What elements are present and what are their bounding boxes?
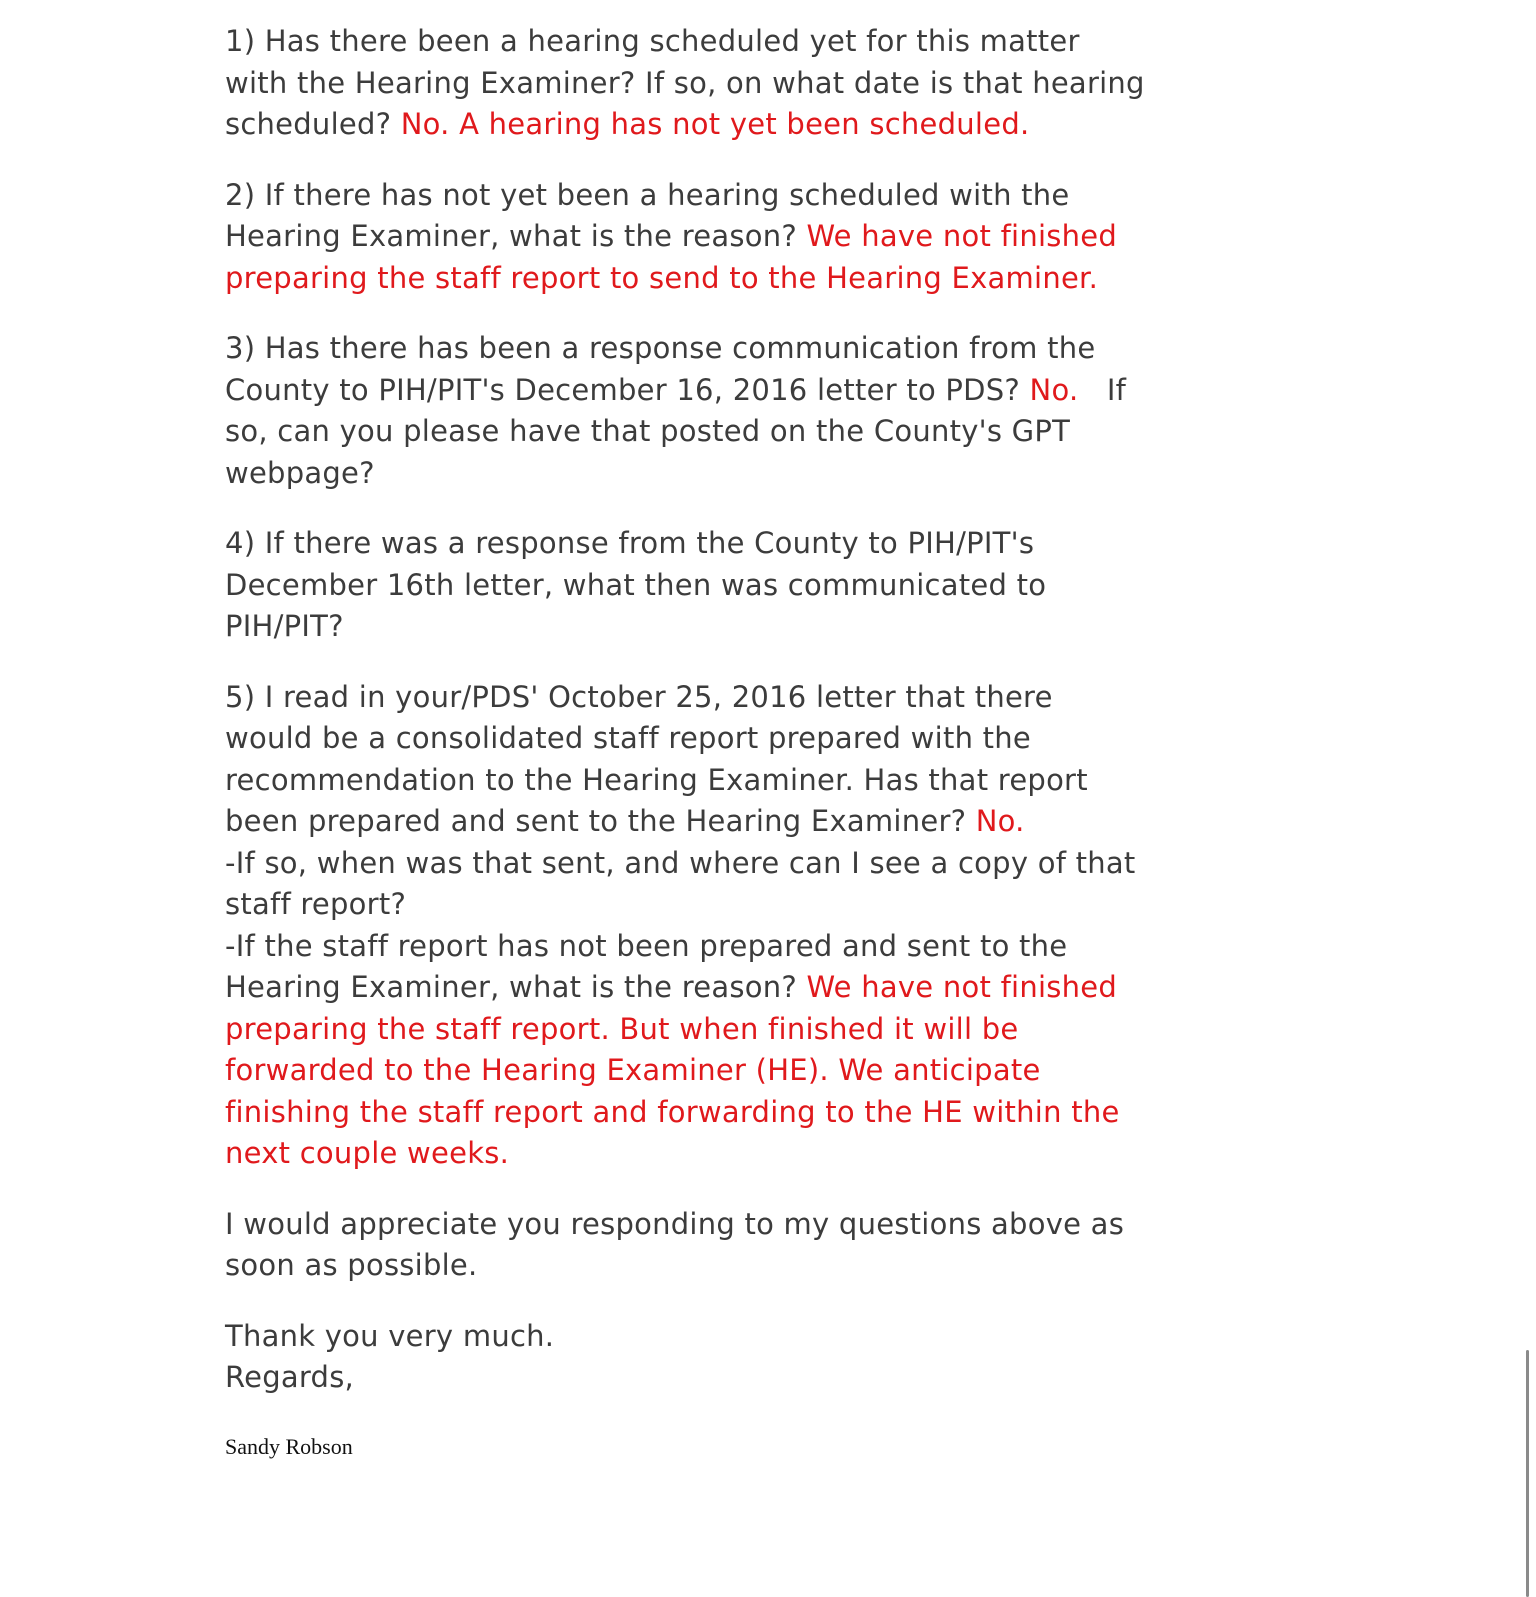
- question-1: [225, 21, 1225, 146]
- scrollbar-thumb[interactable]: [1526, 1350, 1529, 1597]
- question-4: [225, 523, 1225, 648]
- regards-line: Regards,: [225, 1360, 355, 1394]
- closing-request-line-2: soon as possible.: [225, 1248, 478, 1282]
- question-5-text: been prepared and sent to the Hearing Examiner?: [225, 804, 976, 838]
- closing-request-line-1: I would appreciate you responding to my questions above as: [225, 1206, 1125, 1241]
- question-4-line-2: December 16th letter, what then was communicated to: [225, 567, 1047, 602]
- question-1-text: scheduled?: [225, 107, 401, 141]
- answer-5a: No.: [975, 804, 1025, 838]
- question-5: [225, 677, 1225, 1175]
- signature-name: Sandy Robson: [225, 1434, 353, 1459]
- question-3: [225, 328, 1225, 494]
- question-3-continuation: If: [1078, 372, 1127, 407]
- question-5-line-1: 5) I read in your/PDS' October 25, 2016 letter that there: [225, 679, 1053, 714]
- question-1-line-2: with the Hearing Examiner? If so, on what date is that hearing: [225, 65, 1145, 100]
- answer-5b-part-4: finishing the staff report and forwarding to the HE within the: [225, 1094, 1120, 1129]
- question-1-line-3: [225, 104, 1225, 146]
- question-2-text: Hearing Examiner, what is the reason?: [225, 219, 807, 253]
- answer-5b-part-2: preparing the staff report. But when finished it will be: [225, 1011, 1019, 1046]
- question-2-line-1: 2) If there has not yet been a hearing scheduled with the: [225, 177, 1070, 212]
- question-5-line-2: would be a consolidated staff report prepared with the: [225, 721, 1032, 755]
- answer-3: No.: [1029, 372, 1079, 407]
- question-3-line-3: so, can you please have that posted on the County's GPT: [225, 414, 1071, 448]
- question-2: [225, 175, 1225, 300]
- question-1-line-1: 1) Has there been a hearing scheduled yet for this matter: [225, 24, 1080, 58]
- answer-2-part-1: We have not finished: [806, 219, 1118, 253]
- question-5-line-6: staff report?: [225, 887, 407, 921]
- question-4-line-1: 4) If there was a response from the County to PIH/PIT's: [225, 526, 1035, 560]
- question-5-line-5: -If so, when was that sent, and where can I see a copy of that: [225, 845, 1136, 880]
- question-5-line-8: [225, 967, 1225, 1009]
- answer-1: No. A hearing has not yet been scheduled.: [400, 107, 1030, 141]
- question-3-line-1: 3) Has there has been a response communication from the: [225, 331, 1096, 365]
- question-3-line-4: webpage?: [225, 455, 375, 490]
- question-5-line-3: recommendation to the Hearing Examiner. Has that report: [225, 762, 1088, 797]
- closing-request: [225, 1204, 1225, 1287]
- question-2-line-2: [225, 216, 1225, 258]
- question-5-line-4: [225, 801, 1225, 843]
- question-4-line-3: PIH/PIT?: [225, 609, 344, 643]
- email-message-body: [225, 21, 1225, 1428]
- thanks-line: Thank you very much.: [225, 1318, 555, 1353]
- answer-5b-part-5: next couple weeks.: [225, 1136, 510, 1170]
- question-3-text: County to PIH/PIT's December 16, 2016 letter to PDS?: [225, 372, 1030, 407]
- vertical-scrollbar[interactable]: [1522, 0, 1536, 1597]
- question-5-reason-text: Hearing Examiner, what is the reason?: [225, 970, 807, 1004]
- question-3-line-2: [225, 370, 1225, 412]
- sign-off: [225, 1316, 1225, 1399]
- answer-5b-part-1: We have not finished: [806, 970, 1118, 1004]
- answer-2-part-2: preparing the staff report to send to the Hearing Examiner.: [225, 260, 1099, 295]
- answer-5b-part-3: forwarded to the Hearing Examiner (HE). We anticipate: [225, 1053, 1041, 1087]
- question-5-line-7: -If the staff report has not been prepared and sent to the: [225, 928, 1068, 963]
